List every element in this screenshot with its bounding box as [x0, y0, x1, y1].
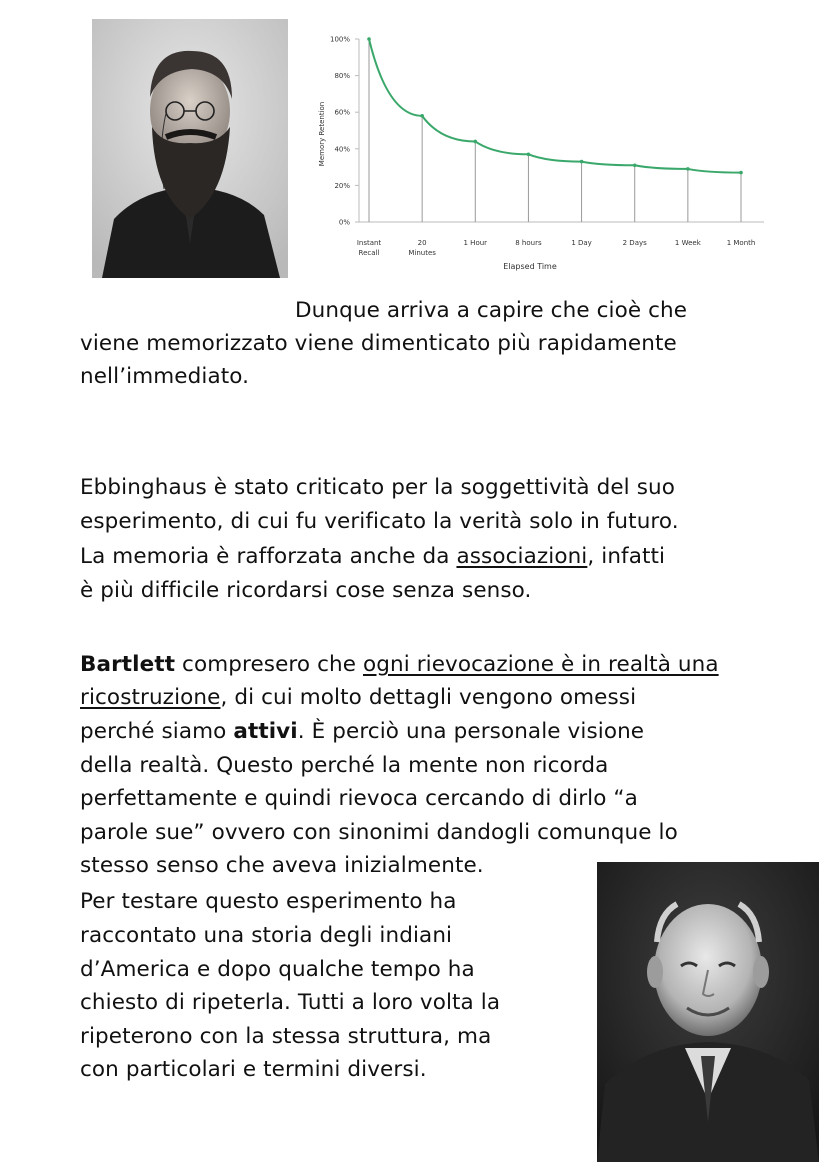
ricostruzione-underlined: ricostruzione	[80, 685, 221, 710]
x-tick-label: Minutes	[408, 249, 436, 257]
para3-line1-text-b: compresero che	[175, 652, 363, 677]
para3-line3-text-c: . È perciò una personale visione	[297, 719, 645, 744]
para1-line2: viene memorizzato viene dimenticato più rapidamente	[80, 331, 677, 356]
ebbinghaus-portrait	[92, 19, 288, 278]
para2-line4: è più difficile ricordarsi cose senza senso.	[80, 578, 532, 603]
para2-line3-text-c: , infatti	[587, 544, 666, 569]
para3-line4: della realtà. Questo perché la mente non ricorda	[80, 753, 609, 778]
data-point	[633, 163, 637, 167]
para4-line5: ripeterono con la stessa struttura, ma	[80, 1024, 492, 1049]
para1-line3: nell’immediato.	[80, 364, 250, 389]
para4-line2: raccontato una storia degli indiani	[80, 923, 453, 948]
x-tick-label: 8 hours	[515, 239, 542, 247]
para4-line1: Per testare questo esperimento ha	[80, 889, 457, 914]
para4-line6: con particolari e termini diversi.	[80, 1057, 427, 1082]
para4-line3: d’America e dopo qualche tempo ha	[80, 957, 475, 982]
y-tick-label: 100%	[329, 35, 350, 44]
para3-line1	[80, 648, 719, 682]
retention-curve-line	[369, 39, 741, 173]
y-axis-label: Memory Retention	[318, 101, 326, 167]
para3-line3-text-a: perché siamo	[80, 719, 234, 744]
para2-line3-text-a: La memoria è rafforzata anche da	[80, 544, 457, 569]
para2-line3	[80, 540, 665, 574]
y-tick-label: 40%	[334, 145, 350, 154]
para3-line3	[80, 715, 644, 749]
attivi-bold: attivi	[233, 719, 298, 744]
x-tick-label: 20	[417, 239, 427, 247]
bartlett-bold: Bartlett	[80, 652, 176, 677]
y-tick-label: 20%	[334, 181, 350, 190]
y-tick-label: 80%	[334, 72, 350, 81]
para1-line1: Dunque arriva a capire che cioè che	[295, 298, 688, 323]
data-point	[739, 171, 743, 175]
para2-line2: esperimento, di cui fu verificato la verità solo in futuro.	[80, 509, 679, 534]
bartlett-portrait	[597, 862, 819, 1162]
para4-line4: chiesto di ripeterla. Tutti a loro volta la	[80, 990, 501, 1015]
para3-line2	[80, 681, 636, 715]
para2-line1: Ebbinghaus è stato criticato per la soggettività del suo	[80, 475, 675, 500]
para3-line7: stesso senso che aveva inizialmente.	[80, 853, 484, 878]
y-tick-label: 60%	[334, 108, 350, 117]
data-point	[527, 152, 531, 156]
ebbinghaus-photo-image	[92, 19, 288, 278]
y-tick-label: 0%	[338, 218, 350, 227]
bartlett-photo-image	[597, 862, 819, 1162]
ricostruzione-phrase-underlined: ogni rievocazione è in realtà una	[362, 652, 719, 677]
x-tick-label: 2 Days	[622, 239, 647, 247]
x-tick-label: Instant	[356, 239, 382, 247]
data-point	[686, 167, 690, 171]
data-point	[367, 37, 371, 41]
x-tick-label: 1 Hour	[463, 239, 488, 247]
data-point	[580, 160, 584, 164]
forgetting-curve-chart	[312, 26, 772, 278]
x-axis-label: Elapsed Time	[503, 262, 557, 271]
x-tick-label: 1 Month	[726, 239, 756, 247]
para3-line6: parole sue” ovvero con sinonimi dandogli comunque lo	[80, 820, 678, 845]
data-point	[420, 114, 424, 118]
para3-line5: perfettamente e quindi rievoca cercando di dirlo “a	[80, 786, 638, 811]
para3-line2-text-b: , di cui molto dettagli vengono omessi	[220, 685, 637, 710]
x-tick-label: 1 Day	[571, 239, 592, 247]
data-point	[473, 140, 477, 144]
x-tick-label: 1 Week	[674, 239, 701, 247]
associazioni-underlined: associazioni	[456, 544, 588, 569]
x-tick-label: Recall	[358, 249, 380, 257]
